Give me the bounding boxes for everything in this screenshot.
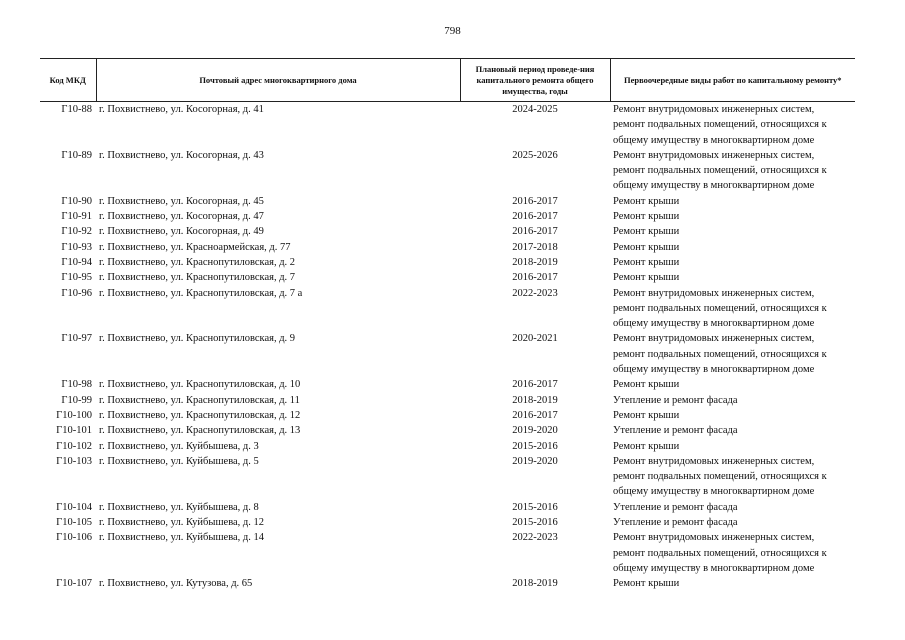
- mkd-address: г. Похвистнево, ул. Краснопутиловская, д. 11: [99, 394, 300, 406]
- table-row: [40, 148, 855, 194]
- repair-works-line: общему имуществу в многоквартирном доме: [613, 180, 815, 192]
- table-row: [40, 576, 855, 591]
- table-row: [40, 194, 855, 209]
- repair-period: 2022-2023: [512, 532, 558, 544]
- repair-works-line: Утепление и ремонт фасада: [613, 394, 738, 406]
- repair-works: [610, 500, 855, 515]
- table-row: [40, 423, 855, 438]
- table-row: [40, 286, 855, 332]
- mkd-address: г. Похвистнево, ул. Косогорная, д. 45: [99, 195, 264, 207]
- mkd-address: г. Похвистнево, ул. Куйбышева, д. 5: [99, 455, 259, 467]
- repair-works-line: ремонт подвальных помещений, относящихся к: [613, 348, 827, 360]
- table-row: [40, 224, 855, 239]
- mkd-code: Г10-107: [56, 578, 92, 590]
- repair-works-line: Ремонт крыши: [613, 241, 680, 253]
- table-row: [40, 500, 855, 515]
- repair-works-line: Ремонт крыши: [613, 195, 680, 207]
- repair-works-line: Ремонт внутридомовых инженерных систем,: [613, 287, 815, 299]
- repair-works-line: Ремонт внутридомовых инженерных систем,: [613, 104, 815, 115]
- mkd-address: г. Похвистнево, ул. Кутузова, д. 65: [99, 578, 253, 590]
- repair-works: [610, 393, 855, 408]
- repair-period: 2016-2017: [512, 409, 558, 421]
- table-body: [40, 102, 855, 592]
- repair-works-line: Ремонт крыши: [613, 226, 680, 238]
- mkd-code: Г10-95: [61, 272, 92, 284]
- mkd-address: г. Похвистнево, ул. Косогорная, д. 41: [99, 104, 264, 115]
- mkd-address: г. Похвистнево, ул. Краснопутиловская, д. 7 а: [99, 287, 303, 299]
- repair-works-line: ремонт подвальных помещений, относящихся к: [613, 471, 827, 483]
- repair-works: [610, 439, 855, 454]
- repair-works: [610, 209, 855, 224]
- mkd-address: г. Похвистнево, ул. Косогорная, д. 43: [99, 149, 264, 161]
- mkd-code: Г10-89: [61, 149, 92, 161]
- repair-period: 2024-2025: [512, 104, 558, 115]
- table-row: [40, 454, 855, 500]
- mkd-code: Г10-98: [61, 379, 92, 391]
- table-row: [40, 331, 855, 377]
- repair-works-line: Ремонт крыши: [613, 256, 680, 268]
- repair-works-line: Ремонт внутридомовых инженерных систем,: [613, 532, 815, 544]
- mkd-address: г. Похвистнево, ул. Косогорная, д. 49: [99, 226, 264, 238]
- table-row: [40, 270, 855, 285]
- repair-works: [610, 102, 855, 148]
- mkd-code: Г10-103: [56, 455, 92, 467]
- mkd-address: г. Похвистнево, ул. Краснопутиловская, д. 10: [99, 379, 301, 391]
- mkd-code: Г10-88: [61, 104, 92, 115]
- table-row: [40, 255, 855, 270]
- repair-works: [610, 255, 855, 270]
- header-address: Почтовый адрес многоквартирного дома: [96, 59, 460, 102]
- page-number: 798: [444, 25, 461, 37]
- repair-works: [610, 377, 855, 392]
- capital-repair-table: [40, 58, 855, 592]
- header-period: Плановый период проведе-ния капитального ремонта общего имущества, годы: [460, 59, 610, 102]
- repair-period: 2018-2019: [512, 256, 558, 268]
- repair-works: [610, 530, 855, 576]
- repair-period: 2017-2018: [512, 241, 558, 253]
- mkd-code: Г10-94: [61, 256, 92, 268]
- mkd-address: г. Похвистнево, ул. Красноармейская, д. 77: [99, 241, 291, 253]
- mkd-address: г. Похвистнево, ул. Косогорная, д. 47: [99, 211, 264, 223]
- header-works: Первоочередные виды работ по капитальному ремонту*: [610, 59, 855, 102]
- repair-period: 2022-2023: [512, 287, 558, 299]
- repair-works-line: Утепление и ремонт фасада: [613, 501, 738, 513]
- repair-period: 2025-2026: [512, 149, 558, 161]
- repair-works: [610, 270, 855, 285]
- repair-works-line: общему имуществу в многоквартирном доме: [613, 134, 815, 146]
- repair-period: 2019-2020: [512, 455, 558, 467]
- mkd-code: Г10-90: [61, 195, 92, 207]
- table-row: [40, 393, 855, 408]
- repair-works-line: Ремонт внутридомовых инженерных систем,: [613, 149, 815, 161]
- repair-works: [610, 423, 855, 438]
- repair-period: 2016-2017: [512, 211, 558, 223]
- repair-period: 2018-2019: [512, 578, 558, 590]
- repair-works-line: Ремонт внутридомовых инженерных систем,: [613, 455, 815, 467]
- mkd-code: Г10-97: [61, 333, 92, 345]
- mkd-code: Г10-91: [61, 211, 92, 223]
- repair-period: 2016-2017: [512, 195, 558, 207]
- table-row: [40, 102, 855, 148]
- repair-period: 2016-2017: [512, 272, 558, 284]
- mkd-address: г. Похвистнево, ул. Куйбышева, д. 8: [99, 501, 259, 513]
- repair-works-line: Ремонт крыши: [613, 211, 680, 223]
- mkd-address: г. Похвистнево, ул. Куйбышева, д. 14: [99, 532, 265, 544]
- repair-period: 2019-2020: [512, 425, 558, 437]
- repair-period: 2020-2021: [512, 333, 558, 345]
- mkd-code: Г10-101: [56, 425, 92, 437]
- repair-works: [610, 148, 855, 194]
- repair-works-line: Ремонт крыши: [613, 440, 680, 452]
- repair-works-line: Утепление и ремонт фасада: [613, 517, 738, 529]
- repair-works-line: общему имуществу в многоквартирном доме: [613, 486, 815, 498]
- mkd-code: Г10-99: [61, 394, 92, 406]
- repair-works: [610, 408, 855, 423]
- header-code: Код МКД: [40, 59, 96, 102]
- mkd-address: г. Похвистнево, ул. Краснопутиловская, д. 13: [99, 425, 301, 437]
- mkd-address: г. Похвистнево, ул. Краснопутиловская, д. 7: [99, 272, 296, 284]
- mkd-code: Г10-96: [61, 287, 92, 299]
- mkd-code: Г10-100: [56, 409, 92, 421]
- mkd-address: г. Похвистнево, ул. Краснопутиловская, д. 2: [99, 256, 296, 268]
- repair-works-line: ремонт подвальных помещений, относящихся к: [613, 119, 827, 131]
- mkd-code: Г10-93: [61, 241, 92, 253]
- mkd-code: Г10-92: [61, 226, 92, 238]
- table-header-row: [40, 59, 855, 102]
- repair-period: 2015-2016: [512, 440, 558, 452]
- table-row: [40, 209, 855, 224]
- repair-period: 2016-2017: [512, 226, 558, 238]
- mkd-address: г. Похвистнево, ул. Краснопутиловская, д. 9: [99, 333, 296, 345]
- repair-works-line: ремонт подвальных помещений, относящихся к: [613, 165, 827, 177]
- mkd-code: Г10-106: [56, 532, 92, 544]
- mkd-code: Г10-105: [56, 517, 92, 529]
- repair-works: [610, 240, 855, 255]
- repair-works-line: Ремонт крыши: [613, 272, 680, 284]
- repair-period: 2015-2016: [512, 501, 558, 513]
- table-row: [40, 439, 855, 454]
- repair-works: [610, 576, 855, 591]
- repair-works: [610, 194, 855, 209]
- repair-works: [610, 224, 855, 239]
- repair-period: 2018-2019: [512, 394, 558, 406]
- repair-works-line: Ремонт крыши: [613, 578, 680, 590]
- repair-works-line: Ремонт крыши: [613, 409, 680, 421]
- mkd-address: г. Похвистнево, ул. Куйбышева, д. 3: [99, 440, 259, 452]
- mkd-code: Г10-104: [56, 501, 92, 513]
- repair-works-line: Ремонт внутридомовых инженерных систем,: [613, 333, 815, 345]
- table-row: [40, 515, 855, 530]
- repair-works-line: Ремонт крыши: [613, 379, 680, 391]
- repair-period: 2015-2016: [512, 517, 558, 529]
- repair-works-line: ремонт подвальных помещений, относящихся к: [613, 302, 827, 314]
- repair-works: [610, 515, 855, 530]
- repair-works-line: общему имуществу в многоквартирном доме: [613, 318, 815, 330]
- repair-works-line: общему имуществу в многоквартирном доме: [613, 562, 815, 574]
- table-row: [40, 377, 855, 392]
- mkd-code: Г10-102: [56, 440, 92, 452]
- table-row: [40, 530, 855, 576]
- repair-works-line: Утепление и ремонт фасада: [613, 425, 738, 437]
- repair-works: [610, 331, 855, 377]
- table-row: [40, 240, 855, 255]
- mkd-address: г. Похвистнево, ул. Куйбышева, д. 12: [99, 517, 265, 529]
- repair-works: [610, 454, 855, 500]
- table-row: [40, 408, 855, 423]
- mkd-address: г. Похвистнево, ул. Краснопутиловская, д. 12: [99, 409, 301, 421]
- repair-works-line: ремонт подвальных помещений, относящихся к: [613, 547, 827, 559]
- repair-works-line: общему имуществу в многоквартирном доме: [613, 364, 815, 376]
- repair-works: [610, 286, 855, 332]
- repair-period: 2016-2017: [512, 379, 558, 391]
